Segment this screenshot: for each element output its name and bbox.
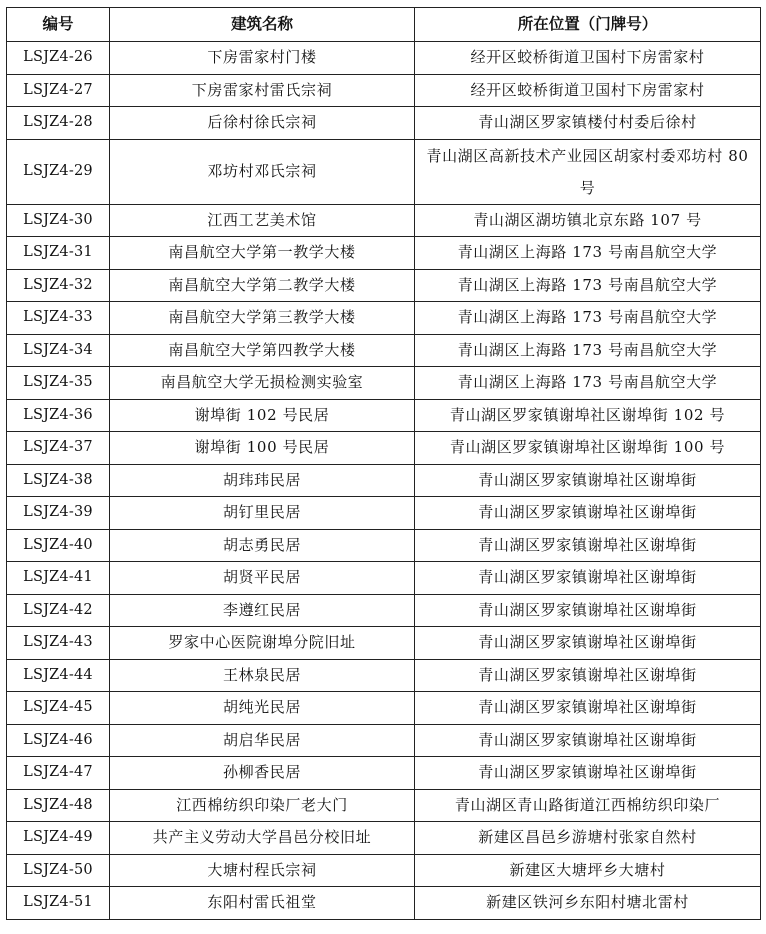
- cell-building-name: 胡钉里民居: [110, 497, 415, 530]
- cell-location: 青山湖区罗家镇谢埠社区谢埠街 100 号: [415, 432, 761, 465]
- table-row: [7, 724, 761, 757]
- cell-location: 青山湖区罗家镇谢埠社区谢埠街: [415, 692, 761, 725]
- table-row: [7, 692, 761, 725]
- cell-location: 新建区昌邑乡游塘村张家自然村: [415, 822, 761, 855]
- table-row: [7, 822, 761, 855]
- table-row: [7, 887, 761, 920]
- cell-code: LSJZ4-38: [7, 464, 110, 497]
- cell-location: 经开区蛟桥街道卫国村下房雷家村: [415, 42, 761, 75]
- table-row: [7, 757, 761, 790]
- table-row: [7, 562, 761, 595]
- cell-location: 青山湖区罗家镇谢埠社区谢埠街: [415, 594, 761, 627]
- cell-location: 新建区大塘坪乡大塘村: [415, 854, 761, 887]
- table-row: [7, 139, 761, 204]
- table-row: [7, 432, 761, 465]
- table-row: [7, 269, 761, 302]
- cell-code: LSJZ4-44: [7, 659, 110, 692]
- cell-location: 青山湖区上海路 173 号南昌航空大学: [415, 367, 761, 400]
- cell-location: 青山湖区上海路 173 号南昌航空大学: [415, 237, 761, 270]
- table-row: [7, 334, 761, 367]
- table-row: [7, 464, 761, 497]
- cell-code: LSJZ4-30: [7, 204, 110, 237]
- cell-code: LSJZ4-33: [7, 302, 110, 335]
- cell-location: 青山湖区罗家镇谢埠社区谢埠街: [415, 757, 761, 790]
- column-header-location: 所在位置（门牌号）: [415, 8, 761, 42]
- cell-building-name: 胡志勇民居: [110, 529, 415, 562]
- table-body: [7, 42, 761, 920]
- cell-building-name: 南昌航空大学第一教学大楼: [110, 237, 415, 270]
- table-row: [7, 204, 761, 237]
- table-row: [7, 107, 761, 140]
- cell-building-name: 大塘村程氏宗祠: [110, 854, 415, 887]
- cell-building-name: 共产主义劳动大学昌邑分校旧址: [110, 822, 415, 855]
- cell-code: LSJZ4-46: [7, 724, 110, 757]
- cell-code: LSJZ4-47: [7, 757, 110, 790]
- cell-building-name: 罗家中心医院谢埠分院旧址: [110, 627, 415, 660]
- cell-location: 青山湖区罗家镇谢埠社区谢埠街: [415, 464, 761, 497]
- cell-code: LSJZ4-35: [7, 367, 110, 400]
- cell-code: LSJZ4-34: [7, 334, 110, 367]
- cell-code: LSJZ4-45: [7, 692, 110, 725]
- cell-location: 青山湖区湖坊镇北京东路 107 号: [415, 204, 761, 237]
- cell-building-name: 谢埠街 100 号民居: [110, 432, 415, 465]
- cell-building-name: 下房雷家村门楼: [110, 42, 415, 75]
- cell-building-name: 胡贤平民居: [110, 562, 415, 595]
- cell-location: 青山湖区罗家镇谢埠社区谢埠街: [415, 497, 761, 530]
- table-row: [7, 659, 761, 692]
- cell-code: LSJZ4-40: [7, 529, 110, 562]
- cell-code: LSJZ4-50: [7, 854, 110, 887]
- column-header-code: 编号: [7, 8, 110, 42]
- table-row: [7, 529, 761, 562]
- cell-code: LSJZ4-41: [7, 562, 110, 595]
- cell-location: 青山湖区上海路 173 号南昌航空大学: [415, 334, 761, 367]
- table-row: [7, 594, 761, 627]
- table-row: [7, 237, 761, 270]
- cell-location: 青山湖区罗家镇谢埠社区谢埠街 102 号: [415, 399, 761, 432]
- cell-building-name: 胡启华民居: [110, 724, 415, 757]
- cell-location: 青山湖区罗家镇谢埠社区谢埠街: [415, 529, 761, 562]
- column-header-building-name: 建筑名称: [110, 8, 415, 42]
- cell-location: 青山湖区罗家镇谢埠社区谢埠街: [415, 724, 761, 757]
- cell-code: LSJZ4-26: [7, 42, 110, 75]
- cell-code: LSJZ4-36: [7, 399, 110, 432]
- cell-code: LSJZ4-42: [7, 594, 110, 627]
- cell-building-name: 孙柳香民居: [110, 757, 415, 790]
- table-row: [7, 854, 761, 887]
- cell-building-name: 胡玮玮民居: [110, 464, 415, 497]
- cell-building-name: 下房雷家村雷氏宗祠: [110, 74, 415, 107]
- cell-code: LSJZ4-31: [7, 237, 110, 270]
- cell-building-name: 江西工艺美术馆: [110, 204, 415, 237]
- cell-building-name: 后徐村徐氏宗祠: [110, 107, 415, 140]
- cell-location: 新建区铁河乡东阳村塘北雷村: [415, 887, 761, 920]
- cell-code: LSJZ4-39: [7, 497, 110, 530]
- cell-code: LSJZ4-32: [7, 269, 110, 302]
- cell-building-name: 邓坊村邓氏宗祠: [110, 139, 415, 204]
- cell-location: 青山湖区上海路 173 号南昌航空大学: [415, 269, 761, 302]
- table-row: [7, 497, 761, 530]
- cell-building-name: 南昌航空大学第四教学大楼: [110, 334, 415, 367]
- cell-building-name: 东阳村雷氏祖堂: [110, 887, 415, 920]
- table-row: [7, 367, 761, 400]
- cell-code: LSJZ4-43: [7, 627, 110, 660]
- table-row: [7, 74, 761, 107]
- cell-code: LSJZ4-37: [7, 432, 110, 465]
- cell-location: 青山湖区罗家镇楼付村委后徐村: [415, 107, 761, 140]
- cell-location: 青山湖区罗家镇谢埠社区谢埠街: [415, 627, 761, 660]
- cell-building-name: 南昌航空大学无损检测实验室: [110, 367, 415, 400]
- cell-building-name: 谢埠街 102 号民居: [110, 399, 415, 432]
- table-row: [7, 399, 761, 432]
- cell-building-name: 南昌航空大学第二教学大楼: [110, 269, 415, 302]
- cell-location: 青山湖区高新技术产业园区胡家村委邓坊村 80 号: [415, 139, 761, 204]
- cell-code: LSJZ4-27: [7, 74, 110, 107]
- table-row: [7, 302, 761, 335]
- cell-code: LSJZ4-49: [7, 822, 110, 855]
- table-row: [7, 42, 761, 75]
- cell-building-name: 江西棉纺织印染厂老大门: [110, 789, 415, 822]
- cell-building-name: 胡纯光民居: [110, 692, 415, 725]
- table-row: [7, 627, 761, 660]
- header-row: [7, 8, 761, 42]
- cell-location: 青山湖区罗家镇谢埠社区谢埠街: [415, 562, 761, 595]
- table-row: [7, 789, 761, 822]
- cell-code: LSJZ4-48: [7, 789, 110, 822]
- cell-location: 青山湖区上海路 173 号南昌航空大学: [415, 302, 761, 335]
- cell-location: 青山湖区青山路街道江西棉纺织印染厂: [415, 789, 761, 822]
- cell-location: 经开区蛟桥街道卫国村下房雷家村: [415, 74, 761, 107]
- cell-code: LSJZ4-28: [7, 107, 110, 140]
- cell-building-name: 南昌航空大学第三教学大楼: [110, 302, 415, 335]
- table-header: [7, 8, 761, 42]
- cell-building-name: 王林泉民居: [110, 659, 415, 692]
- cell-code: LSJZ4-29: [7, 139, 110, 204]
- cell-location: 青山湖区罗家镇谢埠社区谢埠街: [415, 659, 761, 692]
- cell-building-name: 李遵红民居: [110, 594, 415, 627]
- cell-code: LSJZ4-51: [7, 887, 110, 920]
- building-registry-table: [6, 7, 761, 920]
